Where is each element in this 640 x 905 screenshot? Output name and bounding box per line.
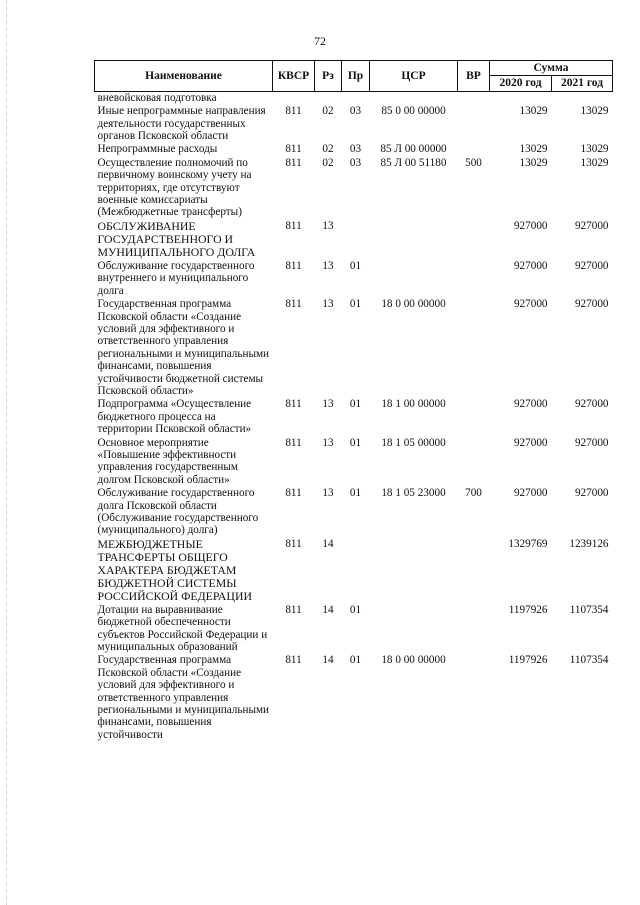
cell-rz: 02 (322, 143, 334, 156)
cell-pr: 01 (349, 603, 362, 616)
table-row (95, 157, 613, 220)
cell-name: Осуществление полномочий по первичному воинскому учету на территориях, где отсутствуют военные комиссариаты (Межбюджетные трансферты) (97, 156, 252, 219)
cell-sum-2021: 927000 (574, 436, 609, 449)
cell-csr: 85 0 00 00000 (381, 105, 446, 118)
cell-kvsr (273, 91, 315, 105)
cell-sum-2021: 1107354 (569, 654, 609, 667)
table-row (95, 654, 613, 742)
cell-sum-2020: 1197926 (508, 603, 548, 616)
cell-kvsr: 811 (285, 259, 302, 272)
cell-pr: 03 (349, 143, 362, 156)
cell-pr (342, 538, 370, 604)
table-row (95, 604, 613, 655)
cell-sum-2021 (552, 91, 613, 105)
cell-vr (458, 398, 490, 436)
cell-rz: 13 (322, 398, 334, 411)
header-year-2021: 2021 год (552, 76, 613, 91)
cell-csr (370, 220, 458, 260)
cell-rz: 14 (322, 537, 334, 550)
cell-sum-2020: 13029 (519, 156, 548, 169)
cell-rz (315, 91, 342, 105)
cell-csr: 18 1 00 00000 (381, 398, 446, 411)
cell-name: Обслуживание государственного внутреннего и муниципального долга (97, 259, 255, 297)
cell-rz: 13 (322, 259, 334, 272)
cell-pr: 03 (349, 105, 362, 118)
cell-kvsr: 811 (285, 398, 302, 411)
cell-pr: 01 (349, 259, 362, 272)
cell-name: Непрограммные расходы (97, 143, 218, 156)
cell-sum-2020: 927000 (513, 219, 548, 232)
cell-rz: 13 (322, 219, 334, 232)
cell-sum-2021: 927000 (574, 487, 609, 500)
cell-sum-2020: 927000 (513, 398, 548, 411)
cell-pr: 01 (349, 298, 362, 311)
cell-kvsr: 811 (285, 143, 302, 156)
cell-vr: 700 (465, 487, 482, 500)
cell-pr: 03 (349, 156, 362, 169)
cell-rz: 02 (322, 105, 334, 118)
table-row (95, 105, 613, 143)
cell-sum-2021: 927000 (574, 219, 609, 232)
header-kvsr: КВСР (273, 61, 315, 92)
cell-pr (342, 220, 370, 260)
table-row (95, 260, 613, 298)
cell-csr: 85 Л 00 51180 (380, 156, 447, 169)
cell-rz: 02 (322, 156, 334, 169)
cell-kvsr: 811 (285, 219, 302, 232)
table-row (95, 437, 613, 488)
cell-vr (458, 298, 490, 398)
cell-sum-2020: 1197926 (508, 654, 548, 667)
scan-edge-artifact (6, 0, 7, 905)
cell-name: Государственная программа Псковской области «Создание условий для эффективного и ответственного управления региональными и муниципальными финансами, повышения устойчивости (97, 654, 270, 741)
cell-vr (458, 220, 490, 260)
cell-vr (458, 604, 490, 655)
cell-name: Подпрограмма «Осуществление бюджетного процесса на территории Псковской области» (97, 398, 252, 436)
cell-csr: 18 1 05 00000 (381, 436, 446, 449)
cell-csr (370, 91, 458, 105)
cell-sum-2021: 13029 (580, 156, 609, 169)
cell-sum-2020: 927000 (513, 436, 548, 449)
cell-sum-2020 (490, 91, 552, 105)
cell-pr: 01 (349, 398, 362, 411)
cell-csr (370, 260, 458, 298)
cell-sum-2021: 13029 (580, 105, 609, 118)
cell-name: ОБСЛУЖИВАНИЕ ГОСУДАРСТВЕННОГО И МУНИЦИПАЛЬНОГО ДОЛГА (97, 218, 256, 259)
cell-sum-2021: 13029 (580, 143, 609, 156)
cell-name: вневойсковая подготовка (97, 91, 217, 104)
cell-rz: 13 (322, 487, 334, 500)
cell-sum-2020: 13029 (519, 105, 548, 118)
table-body (95, 91, 613, 742)
cell-sum-2021: 927000 (574, 398, 609, 411)
table-row (95, 398, 613, 436)
cell-name: Государственная программа Псковской области «Создание условий для эффективного и ответственного управления региональными и муниципальными финансами, повышения устойчивости бюджетной системы Псковской области» (97, 298, 270, 397)
cell-name: Обслуживание государственного долга Псковской области (Обслуживание государственного (муниципального) долга) (97, 487, 259, 537)
cell-csr: 18 0 00 00000 (381, 654, 446, 667)
cell-rz: 13 (322, 298, 334, 311)
cell-kvsr: 811 (285, 105, 302, 118)
cell-rz: 14 (322, 603, 334, 616)
table-row (95, 91, 613, 105)
cell-vr (458, 654, 490, 742)
cell-csr (370, 538, 458, 604)
cell-sum-2020: 927000 (513, 487, 548, 500)
cell-sum-2021: 927000 (574, 298, 609, 311)
header-name: Наименование (95, 61, 273, 92)
cell-csr: 85 Л 00 00000 (380, 143, 447, 156)
header-sum: Сумма (490, 61, 613, 76)
table-section-row (95, 220, 613, 260)
cell-sum-2020: 927000 (513, 298, 548, 311)
page-number: 72 (314, 34, 326, 48)
header-csr: ЦСР (370, 61, 458, 92)
cell-name: Основное мероприятие «Повышение эффективности управления государственным долгом Псковской области» (97, 436, 238, 486)
cell-kvsr: 811 (285, 436, 302, 449)
table-row (95, 298, 613, 398)
cell-pr: 01 (349, 654, 362, 667)
cell-csr: 18 0 00 00000 (381, 298, 446, 311)
cell-pr (342, 91, 370, 105)
cell-vr (458, 91, 490, 105)
header-rz: Рз (315, 61, 342, 92)
cell-sum-2020: 1329769 (508, 537, 548, 550)
cell-vr (458, 538, 490, 604)
cell-vr (458, 260, 490, 298)
cell-pr: 01 (349, 436, 362, 449)
cell-rz: 13 (322, 436, 334, 449)
cell-csr (370, 604, 458, 655)
cell-sum-2020: 13029 (519, 143, 548, 156)
cell-vr (458, 437, 490, 488)
cell-kvsr: 811 (285, 603, 302, 616)
cell-sum-2021: 1107354 (569, 603, 609, 616)
cell-name: МЕЖБЮДЖЕТНЫЕ ТРАНСФЕРТЫ ОБЩЕГО ХАРАКТЕРА БЮДЖЕТАМ БЮДЖЕТНОЙ СИСТЕМЫ РОССИЙСКОЙ ФЕДЕРАЦИИ (97, 536, 252, 603)
budget-table (94, 60, 613, 742)
cell-sum-2021: 1239126 (569, 537, 609, 550)
header-pr: Пр (342, 61, 370, 92)
table-row (95, 487, 613, 538)
cell-kvsr: 811 (285, 298, 302, 311)
cell-name: Дотации на выравнивание бюджетной обеспеченности субъектов Российской Федерации и муниципальных образований (97, 603, 268, 654)
cell-vr (458, 105, 490, 143)
table-section-row (95, 538, 613, 604)
cell-kvsr: 811 (285, 487, 302, 500)
header-vr: ВР (458, 61, 490, 92)
cell-rz: 14 (322, 654, 334, 667)
cell-vr: 500 (465, 156, 482, 169)
cell-kvsr: 811 (285, 654, 302, 667)
cell-kvsr: 811 (285, 537, 302, 550)
cell-csr: 18 1 05 23000 (381, 487, 446, 500)
cell-pr: 01 (349, 487, 362, 500)
table-header (95, 61, 613, 92)
cell-vr (458, 143, 490, 156)
cell-kvsr: 811 (285, 156, 302, 169)
cell-sum-2021: 927000 (574, 259, 609, 272)
header-year-2020: 2020 год (490, 76, 552, 91)
table-row (95, 143, 613, 156)
cell-sum-2020: 927000 (513, 259, 548, 272)
cell-name: Иные непрограммные направления деятельности государственных органов Псковской области (97, 105, 266, 143)
